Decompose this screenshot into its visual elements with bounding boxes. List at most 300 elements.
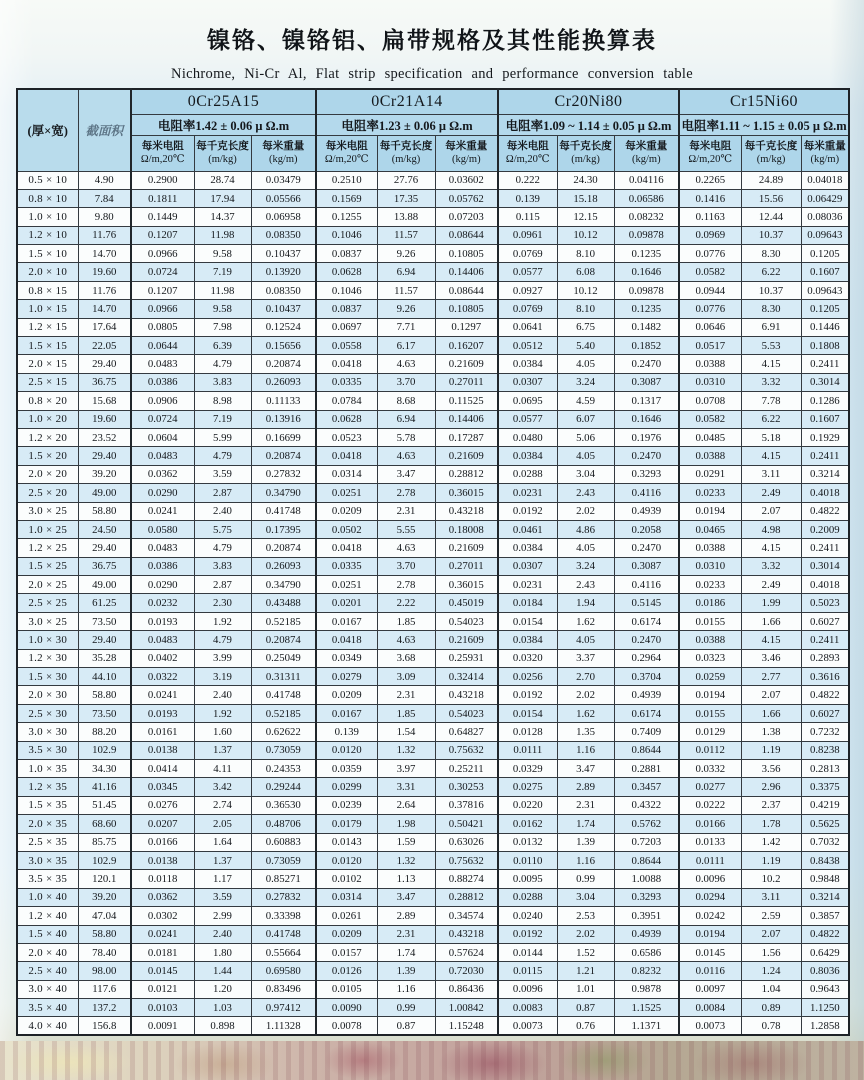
data-cell: 0.55664: [251, 943, 316, 961]
data-cell: 0.0155: [679, 704, 741, 722]
data-cell: 0.2470: [614, 631, 679, 649]
row-label-cell: 1.5 × 25: [17, 557, 78, 575]
data-cell: 0.20874: [251, 447, 316, 465]
data-cell: 0.0276: [131, 796, 194, 814]
data-cell: 0.1569: [316, 189, 377, 207]
data-cell: 0.06586: [614, 189, 679, 207]
table-row: [17, 226, 849, 244]
data-cell: 0.1976: [614, 428, 679, 446]
data-cell: 5.06: [557, 428, 614, 446]
data-cell: 0.21609: [435, 355, 498, 373]
row-label-cell: 1.0 × 30: [17, 631, 78, 649]
data-cell: 1.15248: [435, 1017, 498, 1035]
data-cell: 10.37: [741, 226, 801, 244]
data-cell: 8.10: [557, 245, 614, 263]
data-cell: 0.03479: [251, 171, 316, 189]
data-cell: 14.37: [194, 208, 251, 226]
data-cell: 2.31: [377, 925, 435, 943]
subcolumn-header-label: 每千克长度: [559, 140, 612, 152]
table-header: [17, 89, 849, 171]
data-cell: 0.0335: [316, 557, 377, 575]
data-cell: 4.15: [741, 447, 801, 465]
data-cell: 0.0644: [131, 337, 194, 355]
data-cell: 0.0769: [498, 245, 557, 263]
data-cell: 0.50421: [435, 815, 498, 833]
data-cell: 0.0145: [679, 943, 741, 961]
data-cell: 0.36015: [435, 484, 498, 502]
data-cell: 0.0310: [679, 373, 741, 391]
data-cell: 2.31: [377, 502, 435, 520]
data-cell: 3.04: [557, 888, 614, 906]
data-cell: 15.68: [78, 392, 131, 410]
subcolumn-header-unit: (kg/m): [810, 154, 840, 165]
data-cell: 0.0402: [131, 649, 194, 667]
data-cell: 6.07: [557, 410, 614, 428]
data-cell: 0.2893: [801, 649, 849, 667]
data-cell: 0.9643: [801, 980, 849, 998]
data-cell: 0.64827: [435, 723, 498, 741]
data-cell: 2.22: [377, 594, 435, 612]
data-cell: 4.79: [194, 631, 251, 649]
data-cell: 0.4116: [614, 484, 679, 502]
data-cell: 0.03602: [435, 171, 498, 189]
data-cell: 0.1205: [801, 300, 849, 318]
data-cell: 0.6027: [801, 704, 849, 722]
data-cell: 23.52: [78, 428, 131, 446]
data-cell: 0.4939: [614, 686, 679, 704]
data-cell: 0.0310: [679, 557, 741, 575]
data-cell: 2.78: [377, 576, 435, 594]
data-cell: 8.10: [557, 300, 614, 318]
table-row: [17, 208, 849, 226]
data-cell: 0.0320: [498, 649, 557, 667]
data-cell: 0.08644: [435, 281, 498, 299]
data-cell: 0.7409: [614, 723, 679, 741]
row-label-cell: 1.5 × 10: [17, 245, 78, 263]
data-cell: 0.4939: [614, 502, 679, 520]
data-cell: 0.3214: [801, 465, 849, 483]
data-cell: 9.58: [194, 245, 251, 263]
data-cell: 0.48706: [251, 815, 316, 833]
data-cell: 0.1449: [131, 208, 194, 226]
data-cell: 0.2265: [679, 171, 741, 189]
data-cell: 17.35: [377, 189, 435, 207]
data-cell: 0.3704: [614, 668, 679, 686]
data-cell: 2.87: [194, 576, 251, 594]
data-cell: 0.0261: [316, 907, 377, 925]
data-cell: 0.3214: [801, 888, 849, 906]
data-cell: 0.1646: [614, 263, 679, 281]
table-row: [17, 539, 849, 557]
data-cell: 0.8036: [801, 962, 849, 980]
data-cell: 0.0288: [498, 465, 557, 483]
data-cell: 0.0154: [498, 612, 557, 630]
data-cell: 0.31311: [251, 668, 316, 686]
data-cell: 4.90: [78, 171, 131, 189]
data-cell: 2.87: [194, 484, 251, 502]
data-cell: 0.0307: [498, 557, 557, 575]
data-cell: 2.64: [377, 796, 435, 814]
data-cell: 0.4219: [801, 796, 849, 814]
data-cell: 2.40: [194, 925, 251, 943]
data-cell: 12.44: [741, 208, 801, 226]
data-cell: 1.2858: [801, 1017, 849, 1035]
table-row: [17, 760, 849, 778]
data-cell: 0.0483: [131, 355, 194, 373]
data-cell: 0.0966: [131, 300, 194, 318]
data-cell: 0.0192: [498, 502, 557, 520]
data-cell: 0.0209: [316, 686, 377, 704]
data-cell: 0.11525: [435, 392, 498, 410]
data-cell: 1.19: [741, 851, 801, 869]
data-cell: 0.0362: [131, 465, 194, 483]
data-cell: 2.05: [194, 815, 251, 833]
data-cell: 0.0384: [498, 631, 557, 649]
row-label-cell: 1.2 × 25: [17, 539, 78, 557]
data-cell: 3.47: [377, 465, 435, 483]
data-cell: 0.1286: [801, 392, 849, 410]
row-label-cell: 1.2 × 30: [17, 649, 78, 667]
data-cell: 29.40: [78, 355, 131, 373]
data-cell: 0.76: [557, 1017, 614, 1035]
data-cell: 0.0220: [498, 796, 557, 814]
data-cell: 11.76: [78, 226, 131, 244]
table-row: [17, 520, 849, 538]
data-cell: 58.80: [78, 502, 131, 520]
row-label-cell: 1.2 × 10: [17, 226, 78, 244]
data-cell: 8.30: [741, 300, 801, 318]
data-cell: 0.0314: [316, 465, 377, 483]
data-cell: 0.10437: [251, 300, 316, 318]
data-cell: 0.0577: [498, 263, 557, 281]
background-photo-strip: [0, 1041, 864, 1080]
data-cell: 0.0523: [316, 428, 377, 446]
data-cell: 1.56: [741, 943, 801, 961]
data-cell: 1.24: [741, 962, 801, 980]
data-cell: 0.0329: [498, 760, 557, 778]
data-cell: 0.04018: [801, 171, 849, 189]
data-cell: 0.0145: [131, 962, 194, 980]
data-cell: 0.139: [316, 723, 377, 741]
data-cell: 13.88: [377, 208, 435, 226]
data-cell: 0.1163: [679, 208, 741, 226]
table-row: [17, 815, 849, 833]
data-cell: 0.2881: [614, 760, 679, 778]
data-cell: 0.9878: [614, 980, 679, 998]
data-cell: 0.43218: [435, 686, 498, 704]
data-cell: 3.59: [194, 888, 251, 906]
data-cell: 4.63: [377, 631, 435, 649]
row-label-cell: 0.8 × 20: [17, 392, 78, 410]
data-cell: 0.06429: [801, 189, 849, 207]
data-cell: 0.2510: [316, 171, 377, 189]
data-cell: 6.94: [377, 410, 435, 428]
data-cell: 0.88274: [435, 870, 498, 888]
data-cell: 0.4939: [614, 925, 679, 943]
data-cell: 6.22: [741, 410, 801, 428]
data-cell: 0.34790: [251, 484, 316, 502]
data-cell: 1.64: [194, 833, 251, 851]
row-label-cell: 0.8 × 10: [17, 189, 78, 207]
data-cell: 0.25931: [435, 649, 498, 667]
data-cell: 73.50: [78, 612, 131, 630]
data-cell: 9.58: [194, 300, 251, 318]
data-cell: 0.0073: [498, 1017, 557, 1035]
data-cell: 0.99: [557, 870, 614, 888]
data-cell: 0.0259: [679, 668, 741, 686]
data-cell: 0.0241: [131, 502, 194, 520]
data-cell: 0.0944: [679, 281, 741, 299]
data-cell: 0.34790: [251, 576, 316, 594]
data-cell: 0.1446: [801, 318, 849, 336]
row-label-cell: 3.5 × 35: [17, 870, 78, 888]
data-cell: 0.0157: [316, 943, 377, 961]
data-cell: 0.20874: [251, 355, 316, 373]
data-cell: 0.0090: [316, 999, 377, 1017]
data-cell: 0.0115: [498, 962, 557, 980]
data-cell: 1.42: [741, 833, 801, 851]
data-cell: 0.08350: [251, 281, 316, 299]
data-cell: 0.36530: [251, 796, 316, 814]
data-cell: 102.9: [78, 741, 131, 759]
data-cell: 0.18008: [435, 520, 498, 538]
data-cell: 0.0111: [679, 851, 741, 869]
data-cell: 0.0805: [131, 318, 194, 336]
page-title: 镍铬、镍铬铝、扁带规格及其性能换算表: [207, 28, 657, 53]
conversion-table: [16, 88, 850, 1036]
data-cell: 4.86: [557, 520, 614, 538]
data-cell: 0.0078: [316, 1017, 377, 1035]
table-row: [17, 171, 849, 189]
data-cell: 0.43488: [251, 594, 316, 612]
data-cell: 0.1255: [316, 208, 377, 226]
data-cell: 3.68: [377, 649, 435, 667]
data-cell: 3.11: [741, 465, 801, 483]
data-cell: 0.0132: [498, 833, 557, 851]
data-cell: 0.1297: [435, 318, 498, 336]
data-cell: 1.54: [377, 723, 435, 741]
table-row: [17, 502, 849, 520]
subcolumn-header-label: 每米重量: [803, 140, 846, 152]
data-cell: 4.15: [741, 631, 801, 649]
data-cell: 0.04116: [614, 171, 679, 189]
data-cell: 15.18: [557, 189, 614, 207]
data-cell: 19.60: [78, 263, 131, 281]
data-cell: 1.78: [741, 815, 801, 833]
data-cell: 0.41748: [251, 686, 316, 704]
data-cell: 0.3087: [614, 373, 679, 391]
data-cell: 6.91: [741, 318, 801, 336]
data-cell: 0.0242: [679, 907, 741, 925]
data-cell: 1.11328: [251, 1017, 316, 1035]
data-cell: 0.0105: [316, 980, 377, 998]
data-cell: 0.27011: [435, 373, 498, 391]
data-cell: 0.7232: [801, 723, 849, 741]
data-cell: 4.05: [557, 539, 614, 557]
data-cell: 0.21609: [435, 539, 498, 557]
data-cell: 1.00842: [435, 999, 498, 1017]
data-cell: 2.02: [557, 686, 614, 704]
data-cell: 73.50: [78, 704, 131, 722]
data-cell: 1.39: [377, 962, 435, 980]
data-cell: 3.24: [557, 373, 614, 391]
data-cell: 0.11133: [251, 392, 316, 410]
table-row: [17, 962, 849, 980]
data-cell: 0.0388: [679, 539, 741, 557]
data-cell: 7.78: [741, 392, 801, 410]
data-cell: 0.27832: [251, 888, 316, 906]
data-cell: 19.60: [78, 410, 131, 428]
data-cell: 0.0483: [131, 539, 194, 557]
data-cell: 2.07: [741, 925, 801, 943]
data-cell: 9.80: [78, 208, 131, 226]
data-cell: 4.05: [557, 447, 614, 465]
data-cell: 0.20874: [251, 539, 316, 557]
data-cell: 0.0969: [679, 226, 741, 244]
data-cell: 11.57: [377, 281, 435, 299]
table-row: [17, 337, 849, 355]
data-cell: 0.0769: [498, 300, 557, 318]
data-cell: 0.4822: [801, 502, 849, 520]
data-cell: 0.0111: [498, 741, 557, 759]
data-cell: 0.06958: [251, 208, 316, 226]
data-cell: 1.44: [194, 962, 251, 980]
data-cell: 4.79: [194, 539, 251, 557]
data-cell: 0.54023: [435, 612, 498, 630]
data-cell: 0.28812: [435, 465, 498, 483]
data-cell: 0.21609: [435, 447, 498, 465]
row-label-cell: 3.5 × 30: [17, 741, 78, 759]
row-label-cell: 4.0 × 40: [17, 1017, 78, 1035]
data-cell: 0.0485: [679, 428, 741, 446]
data-cell: 0.0143: [316, 833, 377, 851]
table-row: [17, 778, 849, 796]
data-cell: 1.17: [194, 870, 251, 888]
data-cell: 0.0240: [498, 907, 557, 925]
data-cell: 0.0724: [131, 263, 194, 281]
data-cell: 1.21: [557, 962, 614, 980]
data-cell: 0.34574: [435, 907, 498, 925]
data-cell: 0.3616: [801, 668, 849, 686]
data-cell: 1.04: [741, 980, 801, 998]
data-cell: 0.2411: [801, 447, 849, 465]
data-cell: 0.36015: [435, 576, 498, 594]
row-label-cell: 1.2 × 40: [17, 907, 78, 925]
data-cell: 0.57624: [435, 943, 498, 961]
data-cell: 0.0256: [498, 668, 557, 686]
table-row: [17, 668, 849, 686]
data-cell: 102.9: [78, 851, 131, 869]
data-cell: 1.85: [377, 612, 435, 630]
table-row: [17, 392, 849, 410]
row-label-cell: 2.5 × 20: [17, 484, 78, 502]
data-cell: 1.98: [377, 815, 435, 833]
data-cell: 0.1207: [131, 226, 194, 244]
data-cell: 0.0697: [316, 318, 377, 336]
data-cell: 2.40: [194, 502, 251, 520]
data-cell: 41.16: [78, 778, 131, 796]
row-label-cell: 1.0 × 20: [17, 410, 78, 428]
data-cell: 0.0302: [131, 907, 194, 925]
data-cell: 3.56: [741, 760, 801, 778]
row-label-cell: 3.5 × 40: [17, 999, 78, 1017]
data-cell: 4.05: [557, 355, 614, 373]
subcolumn-header-unit: (kg/m): [451, 154, 481, 165]
subcolumn-header: [316, 135, 377, 171]
data-cell: 6.94: [377, 263, 435, 281]
data-cell: 0.07203: [435, 208, 498, 226]
data-cell: 68.60: [78, 815, 131, 833]
data-cell: 0.78: [741, 1017, 801, 1035]
row-label-cell: 3.0 × 30: [17, 723, 78, 741]
data-cell: 0.33398: [251, 907, 316, 925]
data-cell: 3.70: [377, 373, 435, 391]
data-cell: 0.0294: [679, 888, 741, 906]
row-label-cell: 2.0 × 40: [17, 943, 78, 961]
data-cell: 0.0118: [131, 870, 194, 888]
data-cell: 0.1046: [316, 226, 377, 244]
data-cell: 4.63: [377, 355, 435, 373]
data-cell: 0.87: [377, 1017, 435, 1035]
data-cell: 0.10805: [435, 245, 498, 263]
data-cell: 0.0384: [498, 539, 557, 557]
row-label-cell: 1.2 × 35: [17, 778, 78, 796]
data-cell: 1.62: [557, 704, 614, 722]
table-row: [17, 281, 849, 299]
data-cell: 1.99: [741, 594, 801, 612]
row-label-cell: 2.0 × 25: [17, 576, 78, 594]
data-cell: 0.4322: [614, 796, 679, 814]
subcolumn-header-unit: Ω/m,20℃: [324, 154, 369, 165]
data-cell: 0.1235: [614, 300, 679, 318]
data-cell: 3.31: [377, 778, 435, 796]
resistivity-header: 电阻率1.42 ± 0.06 μ Ω.m: [131, 114, 316, 135]
row-label-cell: 3.0 × 25: [17, 612, 78, 630]
data-cell: 0.3014: [801, 373, 849, 391]
data-cell: 2.31: [557, 796, 614, 814]
subcolumn-header: [498, 135, 557, 171]
data-cell: 0.09878: [614, 281, 679, 299]
table-row: [17, 557, 849, 575]
data-cell: 0.2813: [801, 760, 849, 778]
data-cell: 10.37: [741, 281, 801, 299]
data-cell: 0.0558: [316, 337, 377, 355]
alloy-header: Cr15Ni60: [679, 89, 849, 114]
data-cell: 7.98: [194, 318, 251, 336]
data-cell: 0.0384: [498, 447, 557, 465]
data-cell: 36.75: [78, 557, 131, 575]
data-cell: 29.40: [78, 631, 131, 649]
data-cell: 44.10: [78, 668, 131, 686]
data-cell: 11.98: [194, 281, 251, 299]
data-cell: 0.2470: [614, 539, 679, 557]
data-cell: 0.5023: [801, 594, 849, 612]
data-cell: 9.26: [377, 300, 435, 318]
data-cell: 0.8438: [801, 851, 849, 869]
data-cell: 0.17395: [251, 520, 316, 538]
data-cell: 1.01: [557, 980, 614, 998]
data-cell: 15.56: [741, 189, 801, 207]
data-cell: 2.53: [557, 907, 614, 925]
header-thickness-width: (厚×宽): [17, 89, 78, 171]
data-cell: 0.0193: [131, 704, 194, 722]
data-cell: 0.05762: [435, 189, 498, 207]
data-cell: 0.0502: [316, 520, 377, 538]
data-cell: 2.78: [377, 484, 435, 502]
data-cell: 34.30: [78, 760, 131, 778]
data-cell: 0.0084: [679, 999, 741, 1017]
data-cell: 29.40: [78, 447, 131, 465]
